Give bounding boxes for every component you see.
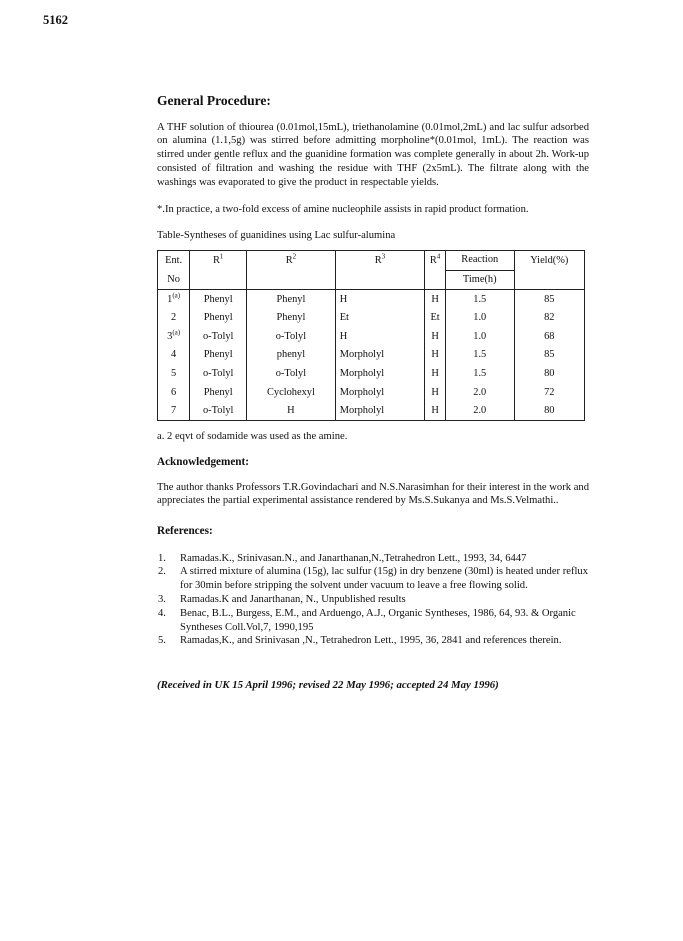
cell-time: 1.5 xyxy=(445,346,514,365)
cell-time: 1.5 xyxy=(445,290,514,309)
cell-r3: Et xyxy=(335,309,425,328)
table-row xyxy=(158,309,584,328)
cell-entry: 7 xyxy=(171,405,177,417)
cell-r1: Phenyl xyxy=(190,346,247,365)
cell-r2: o-Tolyl xyxy=(247,327,336,346)
cell-r3: Morpholyl xyxy=(335,383,425,402)
table-row xyxy=(158,383,584,402)
cell-r4: H xyxy=(425,402,446,421)
header-yield-sub xyxy=(514,270,584,290)
reference-text: Ramadas.K and Janarthanan, N., Unpublished results xyxy=(180,593,406,605)
general-procedure-heading: General Procedure: xyxy=(157,93,271,108)
header-r3: $R^3$ xyxy=(335,251,425,270)
cell-r2: Phenyl xyxy=(247,309,336,328)
table-body xyxy=(158,290,584,421)
header-r2: $R^2$ xyxy=(247,251,336,270)
cell-entry: 6 xyxy=(171,386,177,398)
reference-text: Ramadas,K., and Srinivasan ,N., Tetrahedron Lett., 1995, 36, 2841 and references therein. xyxy=(180,635,562,647)
cell-r1: o-Tolyl xyxy=(190,327,247,346)
acknowledgement-text: The author thanks Professors T.R.Govindachari and N.S.Narasimhan for their interest in the work and appreciates the partial experimental assistance rendered by Ms.S.Sukanya and Ms.S.Velmathi.. xyxy=(157,481,589,507)
cell-r3: Morpholyl xyxy=(335,402,425,421)
header-yield: Yield(%) xyxy=(514,251,584,270)
table-row xyxy=(158,364,584,383)
cell-r3: H xyxy=(335,290,425,309)
article-body xyxy=(157,92,589,692)
guanidine-table xyxy=(158,251,584,420)
cell-yield: 68 xyxy=(514,327,584,346)
cell-time: 2.0 xyxy=(445,383,514,402)
reference-text: Ramadas.K., Srinivasan.N., and Janarthanan,N.,Tetrahedron Lett., 1993, 34, 6447 xyxy=(180,552,527,564)
cell-entry: 3$^{(a)}$ xyxy=(167,328,181,342)
cell-time: 2.0 xyxy=(445,402,514,421)
cell-time: 1.0 xyxy=(445,327,514,346)
cell-r2: o-Tolyl xyxy=(247,364,336,383)
table-row xyxy=(158,402,584,421)
reference-number: 1. xyxy=(158,552,166,564)
cell-entry: 1$^{(a)}$ xyxy=(158,290,190,309)
references-heading: References: xyxy=(157,525,213,538)
header-r2-sub xyxy=(247,270,336,290)
procedure-note: *.In practice, a two-fold excess of amine nucleophile assists in rapid product formation. xyxy=(157,204,529,216)
cell-r4: H xyxy=(425,364,446,383)
table-row xyxy=(158,327,584,346)
header-reaction: Reaction xyxy=(445,251,514,270)
header-time-sub: Time(h) xyxy=(445,270,514,290)
reference-number: 2. xyxy=(158,566,166,578)
cell-yield: 80 xyxy=(514,402,584,421)
header-r1-sub xyxy=(190,270,247,290)
cell-yield: 85 xyxy=(514,290,584,309)
reference-item xyxy=(157,552,589,566)
cell-yield: 72 xyxy=(514,383,584,402)
cell-r4: H xyxy=(425,346,446,365)
header-entry-sub: No xyxy=(167,273,180,285)
acknowledgement-heading: Acknowledgement: xyxy=(157,456,249,469)
page-number: 5162 xyxy=(43,13,68,27)
entry-footnote-mark: (a) xyxy=(172,291,181,300)
cell-yield: 85 xyxy=(514,346,584,365)
header-r1: $R^1$ xyxy=(190,251,247,270)
table-caption: Table-Syntheses of guanidines using Lac sulfur-alumina xyxy=(157,230,396,242)
cell-r2: Phenyl xyxy=(247,290,336,309)
cell-entry: 2 xyxy=(171,312,177,324)
cell-time: 1.0 xyxy=(445,309,514,328)
reference-number: 4. xyxy=(158,607,166,619)
reference-item xyxy=(157,593,589,607)
procedure-paragraph: A THF solution of thiourea (0.01mol,15mL), triethanolamine (0.01mol,2mL) and lac sulfur adsorbed on alumina (1.1,5g) was stirred before admitting morpholine*(0.01mol, 1mL). The reaction was stirred under gentle reflux and the guanidine formation was complete generally in about 2h. Work-up consisted of filtration and washing the residue with THF (2x5mL). The filtrate along with the washings was evaporated to give the product in respectable yields. xyxy=(157,121,589,188)
entry-footnote-mark: (a) xyxy=(172,328,181,337)
table-row xyxy=(158,346,584,365)
table-footnote: a. 2 eqvt of sodamide was used as the amine. xyxy=(157,431,348,443)
cell-r1: o-Tolyl xyxy=(190,364,247,383)
reference-item xyxy=(157,607,589,635)
cell-yield: 82 xyxy=(514,309,584,328)
table-header-row xyxy=(158,251,584,270)
table-header-row-2 xyxy=(158,270,584,290)
cell-r2: phenyl xyxy=(247,346,336,365)
reference-number: 5. xyxy=(158,635,166,647)
reference-number: 3. xyxy=(158,593,166,605)
cell-entry: 5 xyxy=(171,368,177,379)
reference-item xyxy=(157,634,589,648)
header-r4: $R^4$ xyxy=(425,251,446,270)
cell-r4: H xyxy=(425,290,446,309)
header-entry: Ent. xyxy=(165,254,183,266)
cell-r2: Cyclohexyl xyxy=(247,383,336,402)
cell-r4: H xyxy=(425,383,446,402)
reference-text: A stirred mixture of alumina (15g), lac sulfur (15g) in dry benzene (30ml) is heated under reflux for 30min before stripping the solvent under vacuum to leave a free flowing solid. xyxy=(180,566,589,592)
cell-entry: 4 xyxy=(171,349,177,361)
header-r4-sub xyxy=(425,270,446,290)
cell-time: 1.5 xyxy=(445,364,514,383)
cell-r4: Et xyxy=(425,309,446,328)
cell-r3: Morpholyl xyxy=(335,346,425,365)
cell-r3: H xyxy=(335,327,425,346)
cell-r1: Phenyl xyxy=(190,290,247,309)
cell-r2: H xyxy=(247,402,336,421)
reference-text: Benac, B.L., Burgess, E.M., and Arduengo, A.J., Organic Syntheses, 1986, 64, 93. & Organic Syntheses Coll.Vol,7, 1990,195 xyxy=(180,607,576,633)
header-r3-sub xyxy=(335,270,425,290)
cell-r1: Phenyl xyxy=(190,383,247,402)
cell-r3: Morpholyl xyxy=(335,364,425,383)
table-row xyxy=(158,290,584,309)
reference-item xyxy=(157,565,589,593)
cell-r1: o-Tolyl xyxy=(190,402,247,421)
cell-r1: Phenyl xyxy=(190,309,247,328)
references-list xyxy=(157,552,589,648)
cell-r4: H xyxy=(425,327,446,346)
cell-yield: 80 xyxy=(514,364,584,383)
received-line: (Received in UK 15 April 1996; revised 22 May 1996; accepted 24 May 1996) xyxy=(157,679,499,692)
